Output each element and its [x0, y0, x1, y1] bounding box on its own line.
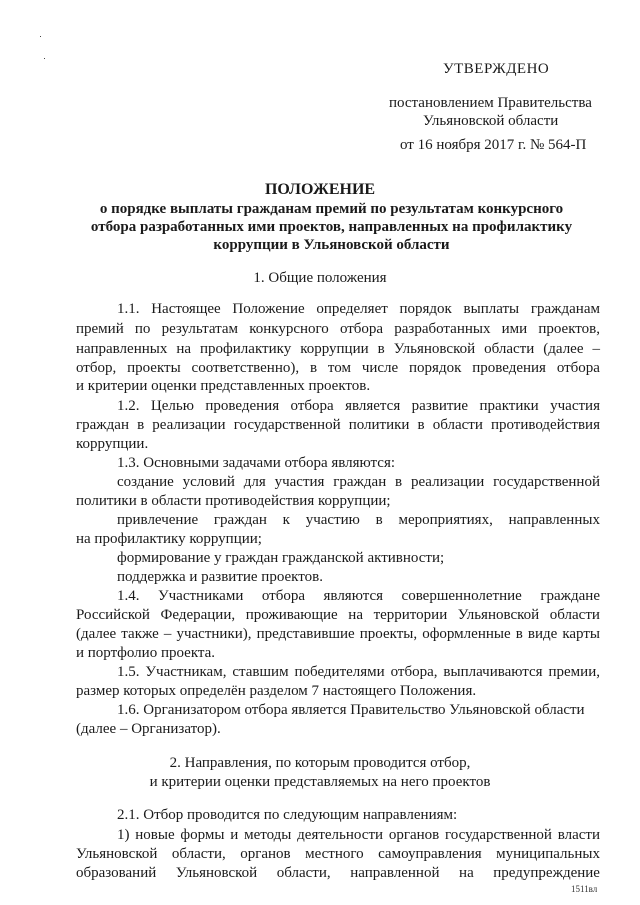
word: участию	[305, 512, 360, 528]
word: в	[375, 512, 383, 528]
word: отбора,	[390, 664, 438, 680]
word: образований	[76, 865, 157, 881]
word: области	[549, 607, 600, 623]
word: в	[395, 474, 403, 490]
word: профилактику	[200, 341, 292, 357]
word: ставшим	[232, 664, 289, 680]
word: разработанных	[394, 321, 491, 337]
word: –	[163, 626, 172, 642]
document-title: ПОЛОЖЕНИЕ	[264, 181, 376, 198]
word: участия	[550, 398, 600, 414]
word: деятельности	[297, 827, 384, 843]
word: 1)	[117, 827, 130, 843]
paragraph-line	[117, 587, 600, 605]
word: Ульяновской	[175, 865, 258, 881]
paragraph-line	[117, 511, 600, 529]
word: к	[282, 512, 290, 528]
word: 1.4.	[117, 588, 140, 604]
word: конкурсного	[249, 321, 329, 337]
word: по	[134, 321, 151, 337]
word: области	[484, 341, 535, 357]
word: виде	[527, 626, 558, 642]
word: мероприятиях,	[398, 512, 493, 528]
paragraph-line	[117, 826, 600, 844]
paragraph-line: коррупции.	[76, 436, 149, 452]
paragraph-line	[117, 300, 600, 318]
word: создание	[117, 474, 174, 490]
approval-line-1: постановлением Правительства	[389, 95, 592, 111]
paragraph-line: 1.6. Организатором отбора является Правительство Ульяновской области	[117, 702, 585, 718]
word: на	[348, 607, 363, 623]
word: является	[345, 398, 401, 414]
word: представившие	[256, 626, 355, 642]
word: в	[137, 417, 145, 433]
paragraph-line	[76, 320, 600, 338]
word: на	[459, 865, 474, 881]
word: отбор,	[76, 360, 117, 376]
word: участники),	[176, 626, 252, 642]
word: реализации	[152, 417, 226, 433]
word: коррупции	[300, 341, 369, 357]
word: политики	[348, 417, 410, 433]
title-subtitle-3: коррупции в Ульяновской области	[213, 237, 450, 253]
word: привлечение	[117, 512, 199, 528]
word: государственной	[493, 474, 600, 490]
word: ими	[501, 321, 528, 337]
word: проведения	[472, 360, 546, 376]
word: отбора	[339, 321, 384, 337]
word: в	[309, 360, 318, 376]
approval-date-number: от 16 ноября 2017 г. № 564-П	[400, 137, 587, 153]
word: победителями	[294, 664, 385, 680]
word: новые	[135, 827, 175, 843]
word: органов	[388, 827, 440, 843]
word: являются	[323, 588, 384, 604]
word: органов	[240, 846, 291, 862]
paragraph-line: (далее – Организатор).	[76, 721, 221, 737]
word: (далее	[76, 626, 117, 642]
word: проекты	[127, 360, 181, 376]
paragraph-line	[76, 340, 600, 358]
word: оформленные	[422, 626, 511, 642]
word: том	[327, 360, 351, 376]
paragraph-line	[76, 416, 600, 434]
paragraph-line: и портфолио проекта.	[76, 645, 216, 661]
word: отбора	[556, 360, 600, 376]
word: предупреждение	[493, 865, 600, 881]
word: Настоящее	[151, 301, 221, 317]
word: отбора	[261, 588, 306, 604]
word: направленных	[76, 341, 168, 357]
word: 1.5.	[117, 664, 140, 680]
word: направленной	[350, 865, 440, 881]
paragraph-line	[76, 606, 600, 624]
word: определяет	[316, 301, 388, 317]
word: 1.1.	[117, 301, 140, 317]
word: соответственно),	[191, 360, 300, 376]
word: проведения	[205, 398, 280, 414]
approval-line-2: Ульяновской области	[423, 113, 559, 129]
word: практики	[479, 398, 539, 414]
word: проектов,	[538, 321, 600, 337]
word: совершеннолетние	[401, 588, 522, 604]
word: Ульяновской	[76, 846, 158, 862]
word: 1.2.	[117, 398, 140, 414]
word: Целью	[150, 398, 194, 414]
word: Положение	[232, 301, 305, 317]
word: отбора	[290, 398, 334, 414]
paragraph-line	[76, 845, 600, 863]
word: Ульяновской	[457, 607, 540, 623]
word: результатам	[161, 321, 239, 337]
word: государственной	[445, 827, 552, 843]
word: местного	[305, 846, 364, 862]
word: –	[592, 341, 600, 357]
paragraph-line	[76, 864, 600, 882]
word: муниципальных	[496, 846, 600, 862]
word: Ульяновской	[393, 341, 476, 357]
paragraph-line	[117, 473, 600, 491]
word: и	[230, 827, 239, 843]
title-subtitle-1: о порядке выплаты гражданам премий по результатам конкурсного	[99, 201, 564, 217]
word: направленных	[508, 512, 600, 528]
word: Участниками	[158, 588, 244, 604]
paragraph-line: формирование у граждан гражданской активности;	[117, 550, 445, 566]
word: порядок	[409, 360, 462, 376]
paragraph-line: политики в области противодействия коррупции;	[76, 493, 391, 509]
word: граждане	[540, 588, 600, 604]
title-subtitle-2: отбора разработанных ими проектов, направленных на профилактику	[90, 219, 573, 235]
word: области,	[276, 865, 331, 881]
word: премии,	[548, 664, 600, 680]
word: методы	[244, 827, 292, 843]
word: проживающие	[245, 607, 338, 623]
word: Участникам,	[145, 664, 227, 680]
paragraph-line: 2.1. Отбор проводится по следующим направлениям:	[117, 807, 458, 823]
word: проекты,	[359, 626, 418, 642]
word: числе	[361, 360, 399, 376]
paragraph-line: 1.3. Основными задачами отбора являются:	[117, 455, 396, 471]
paragraph-line	[76, 625, 600, 643]
word: государственной	[233, 417, 341, 433]
footer-stamp: 1511вл	[571, 884, 598, 894]
word: в	[515, 626, 523, 642]
word: граждан	[213, 512, 267, 528]
word: премий	[76, 321, 124, 337]
scan-speck	[44, 58, 45, 59]
word: самоуправления	[378, 846, 482, 862]
paragraph-line: размер которых определён разделом 7 настоящего Положения.	[76, 683, 477, 699]
word: реализации	[410, 474, 485, 490]
section-1-heading: 1. Общие положения	[253, 270, 387, 286]
paragraph-line	[76, 359, 600, 377]
word: выплачиваются	[443, 664, 543, 680]
word: противодействия	[490, 417, 600, 433]
word: области,	[171, 846, 226, 862]
paragraph-line	[117, 663, 600, 681]
word: территории	[373, 607, 448, 623]
word: также	[121, 626, 159, 642]
word: Российской	[76, 607, 150, 623]
paragraph-line: поддержка и развитие проектов.	[117, 569, 323, 585]
word: для	[243, 474, 266, 490]
word: развитие	[411, 398, 469, 414]
word: граждан	[333, 474, 387, 490]
paragraph-line: на профилактику коррупции;	[76, 531, 262, 547]
word: граждан	[76, 417, 129, 433]
word: власти	[557, 827, 600, 843]
paragraph-line	[117, 397, 600, 415]
word: участия	[274, 474, 325, 490]
word: условий	[182, 474, 235, 490]
word: порядок	[399, 301, 452, 317]
paragraph-line: и критерии оценки представленных проектов.	[76, 378, 371, 394]
section-2-heading-line-2: и критерии оценки представляемых на него проектов	[149, 774, 491, 790]
word: в	[377, 341, 385, 357]
word: области	[432, 417, 483, 433]
word: (далее	[543, 341, 584, 357]
word: в	[417, 417, 425, 433]
scan-speck	[40, 36, 41, 37]
section-2-heading-line-1: 2. Направления, по которым проводится отбор,	[169, 755, 471, 771]
approval-heading: УТВЕРЖДЕНО	[443, 61, 550, 77]
word: карты	[562, 626, 600, 642]
word: Федерации,	[160, 607, 236, 623]
word: на	[176, 341, 192, 357]
word: формы	[180, 827, 225, 843]
word: гражданам	[530, 301, 600, 317]
word: выплаты	[463, 301, 520, 317]
